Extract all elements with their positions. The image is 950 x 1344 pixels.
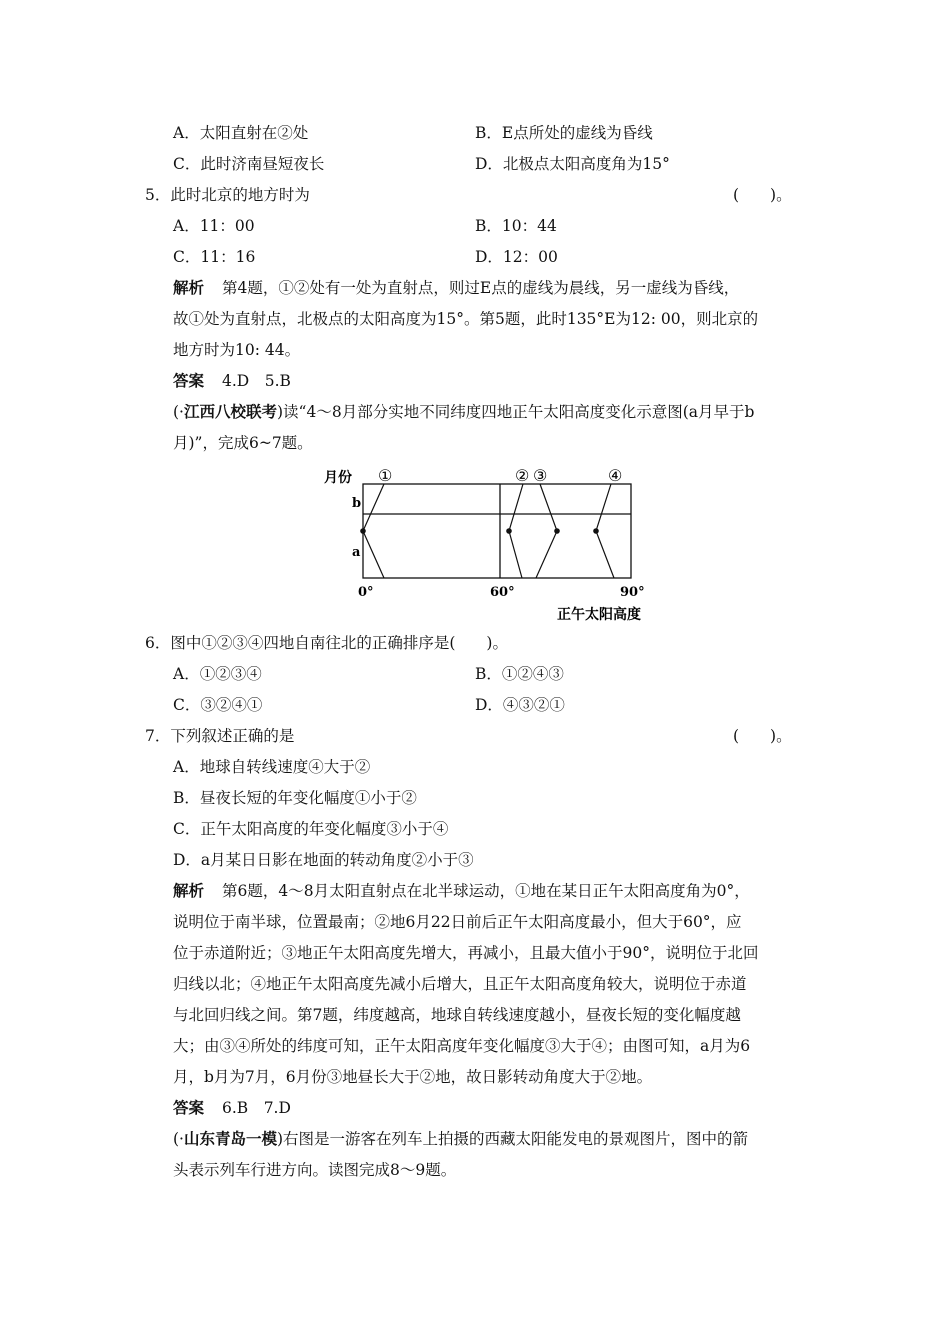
source-prefix: (· — [173, 1130, 184, 1148]
q6-option-a: A．①②③④ — [173, 665, 262, 683]
q4-option-c: C．此时济南昼短夜长 — [173, 155, 325, 173]
analysis-text: 第4题，①②处有一处为直射点，则过E点的虚线为晨线，另一虚线为昏线， — [222, 279, 740, 297]
analysis-2-line-3: 位于赤道附近；③地正午太阳高度先增大，再减小，且最大值小于90°，说明位于北回 — [173, 944, 759, 962]
analysis-1-line-1 — [173, 278, 739, 298]
answer-text: 6.B 7.D — [222, 1099, 291, 1117]
q4-option-b: B．E点所处的虚线为昏线 — [475, 124, 653, 142]
analysis-2-line-1 — [173, 881, 750, 901]
source-label: 山东青岛一模 — [183, 1129, 277, 1148]
q6-option-c: C．③②④① — [173, 696, 263, 714]
axis-label-month: 月份 — [324, 470, 352, 486]
answer-label: 答案 — [173, 371, 205, 390]
source-label: 江西八校联考 — [183, 402, 277, 421]
curve-3-point — [554, 528, 560, 534]
curve-1 — [363, 484, 384, 578]
noon-sun-altitude-figure — [318, 462, 668, 627]
axis-tick-a: a — [352, 545, 361, 560]
curve-label-2: ② — [515, 466, 530, 485]
x-tick-90: 90° — [620, 585, 645, 600]
answer-text: 4.D 5.B — [222, 372, 291, 390]
analysis-1-line-3: 地方时为10: 44。 — [173, 341, 301, 359]
q5-option-a: A．11：00 — [173, 217, 255, 235]
analysis-2-line-5: 与北回归线之间。第7题，纬度越高，地球自转线速度越小，昼夜长短的变化幅度越 — [173, 1006, 741, 1024]
q5-option-c: C．11：16 — [173, 248, 256, 266]
q7-option-c: C．正午太阳高度的年变化幅度③小于④ — [173, 820, 449, 838]
curve-2-point — [506, 528, 512, 534]
analysis-2-line-4: 归线以北；④地正午太阳高度先减小后增大，且正午太阳高度角较大，说明位于赤道 — [173, 975, 747, 993]
q4-option-d: D．北极点太阳高度角为15° — [475, 155, 670, 173]
section3-intro-line-1 — [173, 1129, 748, 1149]
analysis-2-line-2: 说明位于南半球，位置最南；②地6月22日前后正午太阳高度最小，但大于60°，应 — [173, 913, 742, 931]
q5-answer-blank: ( )。 — [733, 186, 792, 204]
intro-text: )读“4～8月部分实地不同纬度四地正午太阳高度变化示意图(a月早于b — [277, 403, 755, 421]
q4-option-a: A．太阳直射在②处 — [173, 124, 309, 142]
curve-label-4: ④ — [608, 466, 623, 485]
curve-1-point — [360, 528, 366, 534]
q7-option-b: B．昼夜长短的年变化幅度①小于② — [173, 789, 417, 807]
figure-frame — [363, 484, 631, 578]
answer-1 — [173, 371, 291, 391]
x-tick-0: 0° — [358, 585, 374, 600]
section2-intro-line-2: 月)”，完成6~7题。 — [173, 434, 313, 452]
q7-option-a: A．地球自转线速度④大于② — [173, 758, 371, 776]
q7-answer-blank: ( )。 — [733, 727, 792, 745]
q5-option-d: D．12：00 — [475, 248, 558, 266]
answer-label: 答案 — [173, 1098, 205, 1117]
q7-option-d: D．a月某日日影在地面的转动角度②小于③ — [173, 851, 474, 869]
section2-intro-line-1 — [173, 402, 754, 422]
curve-label-1: ① — [378, 466, 393, 485]
analysis-1-line-2: 故①处为直射点，北极点的太阳高度为15°。第5题，此时135°E为12: 00，则北京的 — [173, 310, 759, 328]
analysis-text: 第6题，4～8月太阳直射点在北半球运动，①地在某日正午太阳高度角为0°， — [222, 882, 750, 900]
section3-intro-line-2: 头表示列车行进方向。读图完成8～9题。 — [173, 1161, 457, 1179]
curve-label-3: ③ — [533, 466, 548, 485]
analysis-2-line-7: 月，b月为7月，6月份③地昼长大于②地，故日影转动角度大于②地。 — [173, 1068, 653, 1086]
analysis-2-line-6: 大；由③④所处的纬度可知，正午太阳高度年变化幅度③大于④；由图可知，a月为6 — [173, 1037, 751, 1055]
axis-tick-b: b — [352, 496, 362, 511]
axis-label-altitude: 正午太阳高度 — [557, 607, 641, 623]
q6-stem: 6．图中①②③④四地自南往北的正确排序是( )。 — [145, 634, 508, 652]
curve-3 — [536, 484, 557, 578]
analysis-label: 解析 — [173, 278, 205, 297]
q6-option-d: D．④③②① — [475, 696, 565, 714]
q6-option-b: B．①②④③ — [475, 665, 564, 683]
x-tick-60: 60° — [490, 585, 515, 600]
q5-stem: 5．此时北京的地方时为 — [145, 186, 310, 204]
intro-text: )右图是一游客在列车上拍摄的西藏太阳能发电的景观图片，图中的箭 — [277, 1130, 749, 1148]
source-prefix: (· — [173, 403, 184, 421]
curve-4-point — [593, 528, 599, 534]
q5-option-b: B．10：44 — [475, 217, 557, 235]
analysis-label: 解析 — [173, 881, 205, 900]
answer-2 — [173, 1098, 291, 1118]
q7-stem: 7．下列叙述正确的是 — [145, 727, 295, 745]
